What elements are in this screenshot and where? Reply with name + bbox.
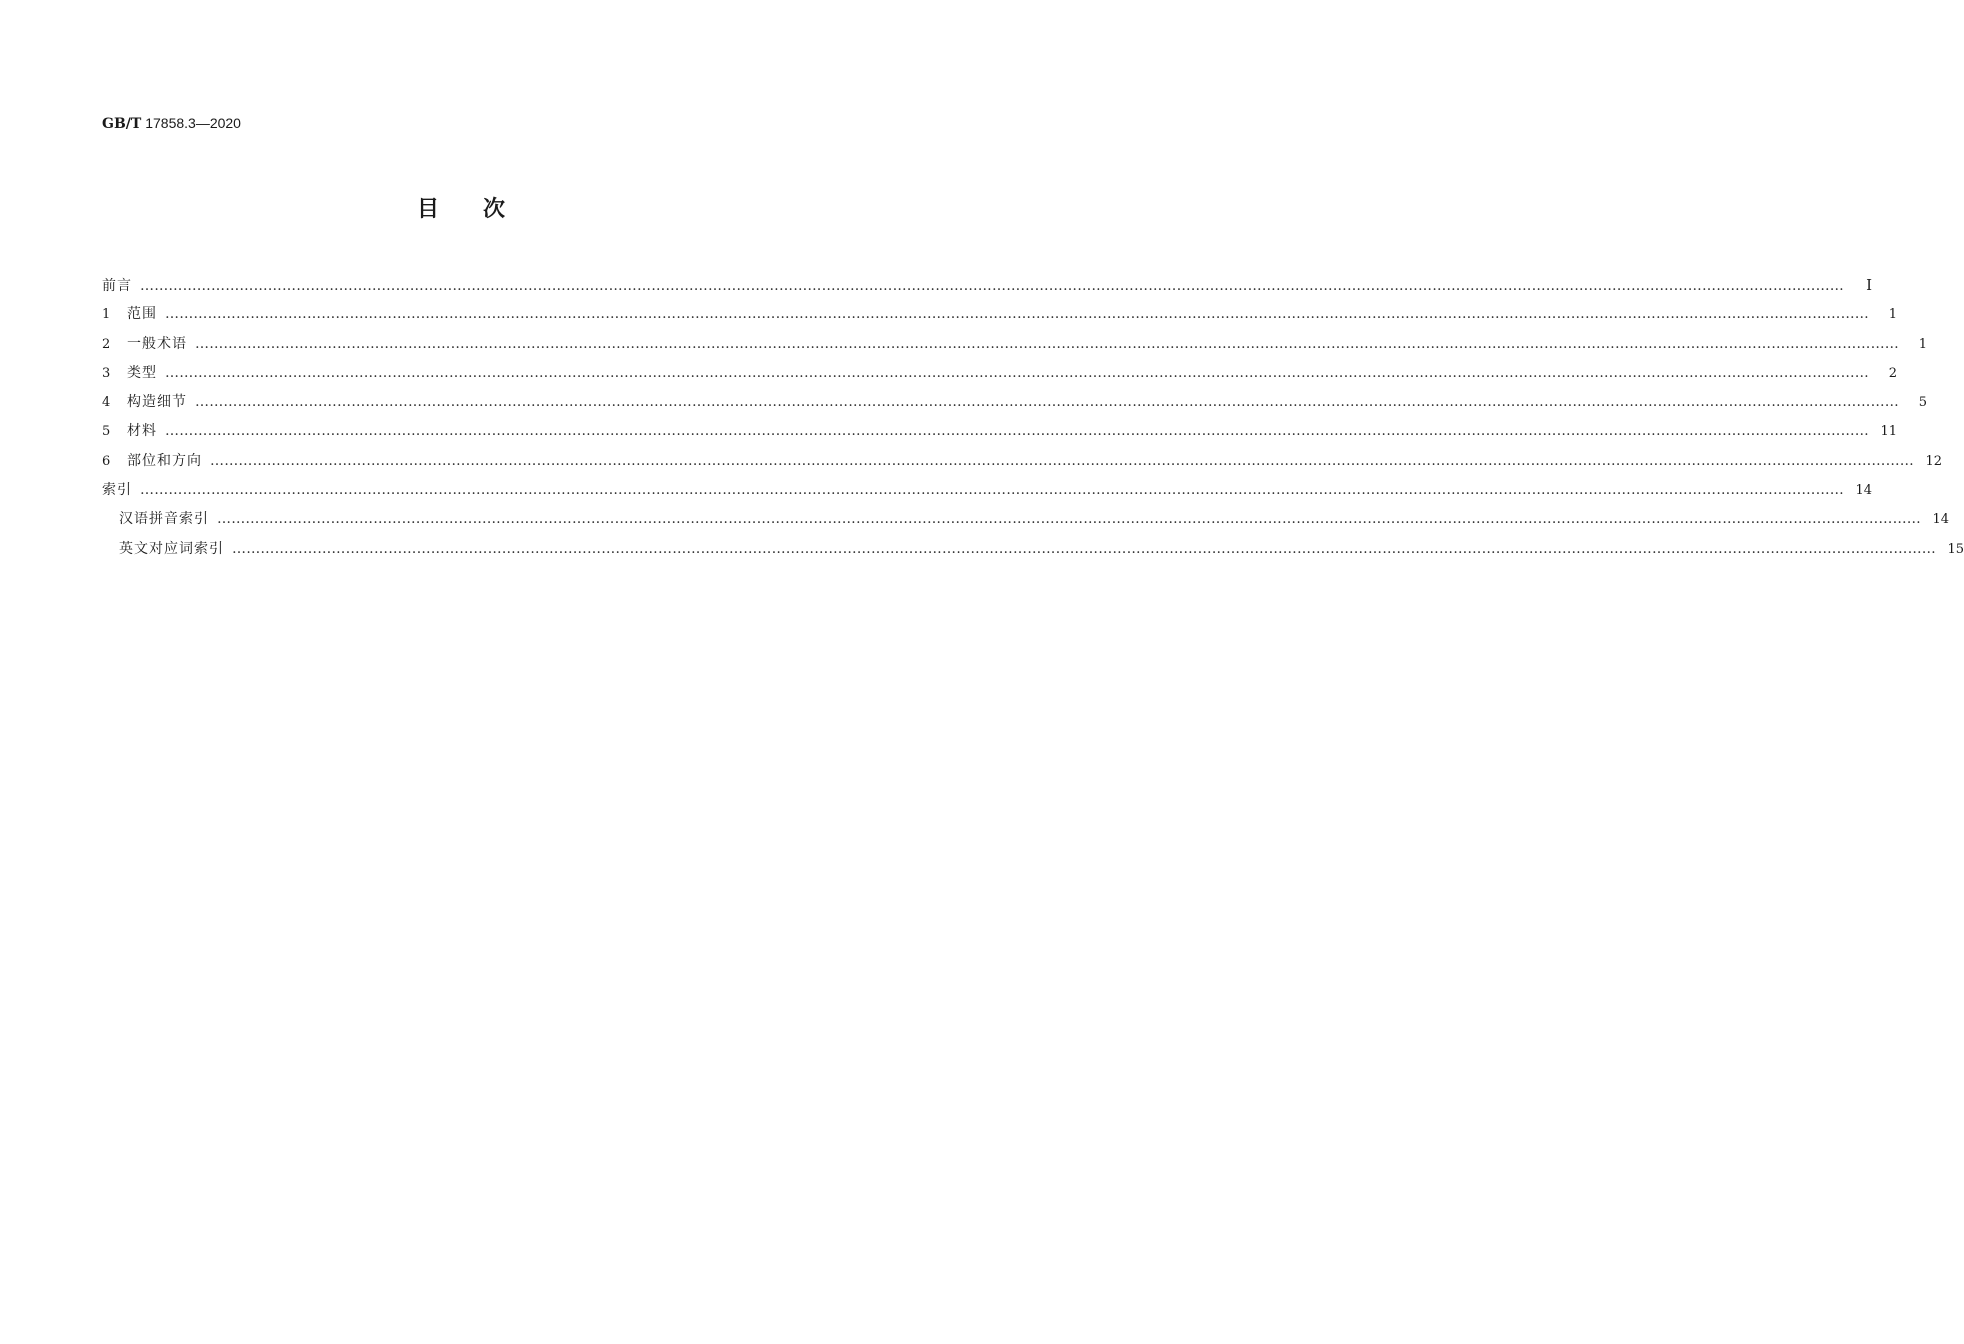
toc-entry[interactable] bbox=[102, 272, 1872, 301]
toc-dot-leader: ……………………………………………………………………………………………………………………………………………………………………………………………………………………………………………………………………………………………………………………………… bbox=[165, 423, 1869, 440]
toc-entry[interactable] bbox=[102, 389, 1927, 418]
standard-prefix: GB/T bbox=[102, 116, 142, 132]
toc-entry[interactable] bbox=[102, 301, 1897, 330]
table-of-contents bbox=[102, 272, 1964, 565]
toc-entry-page: 2 bbox=[1888, 365, 1897, 381]
toc-dot-leader: ……………………………………………………………………………………………………………………………………………………………………………………………………………………………………………………………………………………………………………………………… bbox=[165, 364, 1869, 381]
toc-dot-leader: ……………………………………………………………………………………………………………………………………………………………………………………………………………………………………………………………………………………………………………………………… bbox=[165, 306, 1869, 323]
toc-entry[interactable] bbox=[102, 506, 1949, 535]
toc-entry-page: 12 bbox=[1925, 453, 1942, 469]
toc-dot-leader: ……………………………………………………………………………………………………………………………………………………………………………………………………………………………………………………………………………………………………………………………… bbox=[140, 482, 1844, 499]
toc-entry-number: 1 bbox=[102, 307, 111, 323]
toc-entry-label: 索引 bbox=[102, 482, 132, 499]
standard-code bbox=[102, 114, 241, 133]
toc-entry-page: 5 bbox=[1918, 395, 1927, 411]
toc-entry-label: 范围 bbox=[127, 306, 157, 323]
toc-entry-label: 部位和方向 bbox=[127, 452, 202, 469]
toc-entry-number: 6 bbox=[102, 453, 111, 469]
standard-number: 17858.3—2020 bbox=[145, 115, 241, 131]
toc-entry-label: 材料 bbox=[127, 423, 157, 440]
toc-entry[interactable] bbox=[102, 360, 1897, 389]
toc-entry[interactable] bbox=[102, 418, 1897, 447]
toc-dot-leader: ……………………………………………………………………………………………………………………………………………………………………………………………………………………………………………………………………………………………………………………………… bbox=[195, 394, 1899, 411]
toc-entry-label: 汉语拼音索引 bbox=[119, 511, 209, 528]
toc-entry-page: Ⅰ bbox=[1866, 276, 1872, 294]
toc-entry-page: 14 bbox=[1932, 512, 1949, 528]
toc-entry-page: 1 bbox=[1888, 307, 1897, 323]
toc-entry-label: 英文对应词索引 bbox=[119, 540, 224, 557]
toc-entry[interactable] bbox=[102, 477, 1872, 506]
toc-entry-label: 类型 bbox=[127, 364, 157, 381]
toc-entry-label: 前言 bbox=[102, 278, 132, 294]
toc-entry[interactable] bbox=[102, 448, 1942, 477]
toc-entry-page: 11 bbox=[1880, 424, 1897, 440]
toc-entry-number: 4 bbox=[102, 395, 111, 411]
toc-entry[interactable] bbox=[102, 331, 1927, 360]
toc-dot-leader: ……………………………………………………………………………………………………………………………………………………………………………………………………………………………………………………………………………………………………………………………… bbox=[232, 540, 1936, 557]
toc-entry-label: 一般术语 bbox=[127, 335, 187, 352]
toc-entry[interactable] bbox=[102, 536, 1964, 565]
toc-entry-page: 1 bbox=[1918, 336, 1927, 352]
toc-entry-number: 3 bbox=[102, 365, 111, 381]
toc-entry-page: 14 bbox=[1855, 483, 1872, 499]
toc-entry-label: 构造细节 bbox=[127, 394, 187, 411]
toc-dot-leader: ……………………………………………………………………………………………………………………………………………………………………………………………………………………………………………………………………………………………………………………………… bbox=[210, 452, 1914, 469]
toc-entry-page: 15 bbox=[1947, 541, 1964, 557]
toc-entry-number: 5 bbox=[102, 424, 111, 440]
toc-dot-leader: ……………………………………………………………………………………………………………………………………………………………………………………………………………………………………………………………………………………………………………………………… bbox=[195, 335, 1899, 352]
toc-dot-leader: ……………………………………………………………………………………………………………………………………………………………………………………………………………………………………………………………………………………………………………………………… bbox=[140, 278, 1844, 294]
toc-title: 目次 bbox=[416, 197, 549, 222]
toc-dot-leader: ……………………………………………………………………………………………………………………………………………………………………………………………………………………………………………………………………………………………………………………………… bbox=[217, 511, 1921, 528]
toc-entry-number: 2 bbox=[102, 336, 111, 352]
